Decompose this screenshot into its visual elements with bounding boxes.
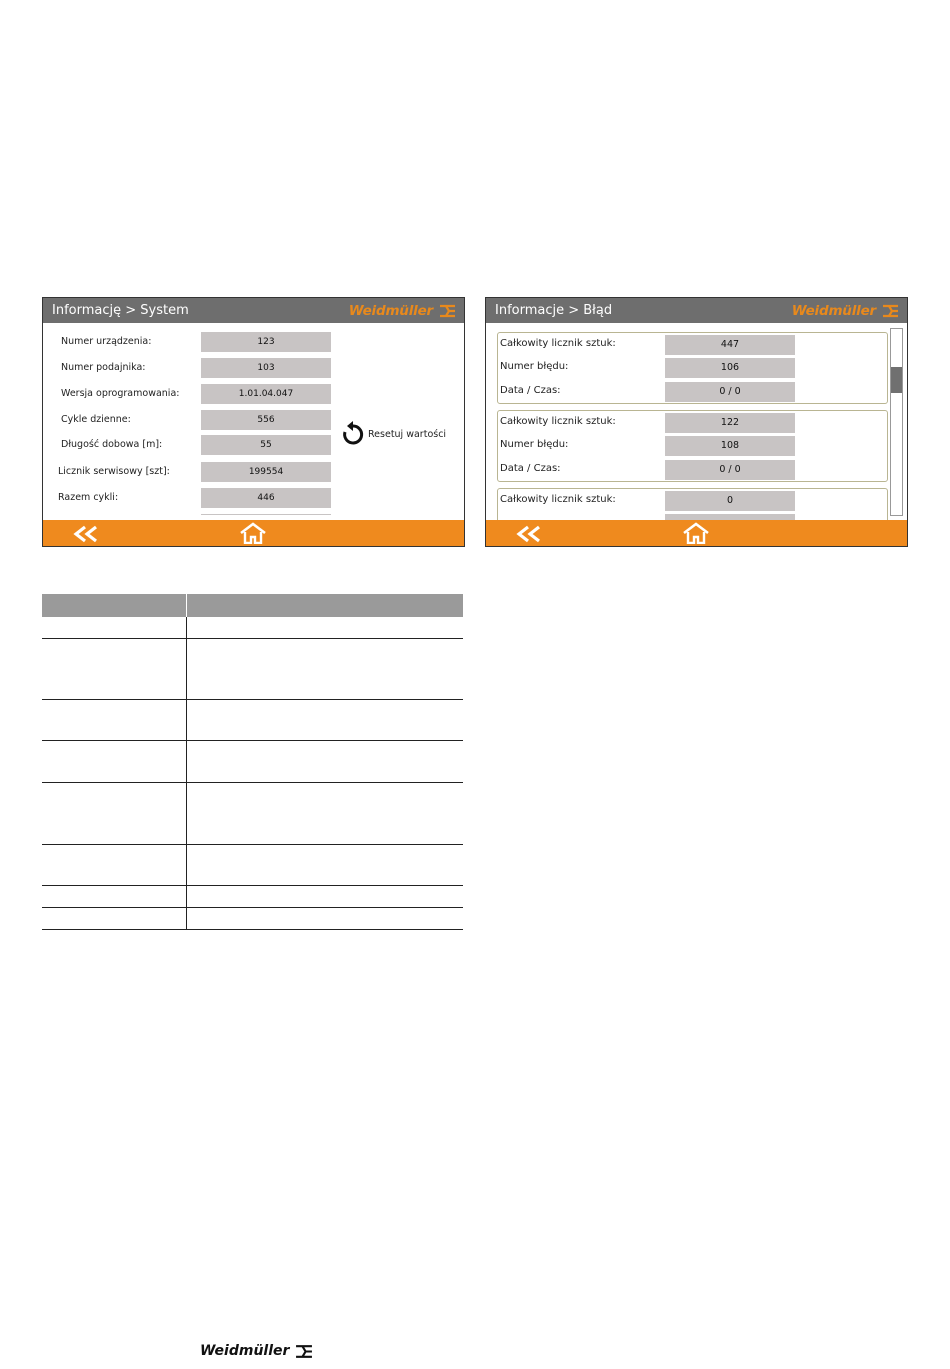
title-bar — [486, 298, 907, 323]
total-pieces-label: Całkowity licznik sztuk: — [500, 494, 616, 505]
table-row — [42, 617, 463, 639]
system-info-screen — [42, 297, 465, 547]
screen-title: Informację > System — [52, 303, 189, 318]
scrollbar[interactable] — [890, 328, 903, 516]
table-row — [42, 639, 463, 700]
field-value: 1.01.04.047 — [201, 384, 331, 404]
datetime-value: 0 / 0 — [665, 382, 795, 402]
title-bar — [43, 298, 464, 323]
table-header — [42, 594, 463, 617]
field-value: 103 — [201, 358, 331, 378]
field-label: Wersja oprogramowania: — [61, 388, 180, 399]
weidmueller-logo-icon — [295, 1344, 313, 1359]
field-feeder-number — [43, 358, 343, 378]
field-software-version — [43, 384, 343, 404]
error-info-screen — [485, 297, 908, 547]
screen-title: Informacje > Błąd — [495, 303, 613, 318]
footer-bar — [43, 520, 464, 546]
brand-name: Weidmüller — [200, 1343, 290, 1359]
table-row — [42, 700, 463, 741]
brand-name: Weidmüller — [791, 302, 876, 319]
error-entry-1 — [497, 332, 888, 404]
error-number-value: 108 — [665, 436, 795, 456]
field-daily-length — [43, 435, 343, 455]
error-number-label: Numer błędu: — [500, 361, 569, 372]
table-row — [42, 741, 463, 783]
weidmueller-logo-icon — [882, 304, 899, 318]
field-label: Razem cykli: — [58, 492, 119, 503]
scrollbar-thumb[interactable] — [891, 367, 902, 393]
brand-logo — [792, 302, 899, 320]
error-number-label: Numer błędu: — [500, 439, 569, 450]
datetime-label: Data / Czas: — [500, 385, 561, 396]
field-daily-cycles — [43, 410, 343, 430]
field-device-number — [43, 332, 343, 352]
double-chevron-left-icon[interactable] — [514, 525, 546, 543]
field-label: Numer urządzenia: — [61, 336, 152, 347]
field-value: 556 — [201, 410, 331, 430]
home-icon[interactable] — [239, 522, 267, 544]
total-pieces-value: 447 — [665, 335, 795, 355]
error-number-value: 106 — [665, 358, 795, 378]
table-row — [42, 908, 463, 930]
field-value: 446 — [201, 488, 331, 508]
page-footer-logo — [200, 1343, 313, 1359]
field-label: Numer podajnika: — [61, 362, 146, 373]
field-service-counter — [43, 462, 343, 482]
weidmueller-logo-icon — [439, 304, 456, 318]
home-icon[interactable] — [682, 522, 710, 544]
field-value: 123 — [201, 332, 331, 352]
field-total-cycles — [43, 488, 343, 508]
datetime-value: 0 / 0 — [665, 460, 795, 480]
datetime-label: Data / Czas: — [500, 463, 561, 474]
field-cut-off — [201, 514, 331, 518]
field-label: Cykle dzienne: — [61, 414, 131, 425]
brand-logo — [349, 302, 456, 320]
brand-name: Weidmüller — [348, 302, 433, 319]
reset-values-button[interactable] — [340, 421, 446, 447]
field-label: Długość dobowa [m]: — [61, 439, 163, 450]
total-pieces-label: Całkowity licznik sztuk: — [500, 416, 616, 427]
footer-bar — [486, 520, 907, 546]
field-label: Licznik serwisowy [szt]: — [58, 466, 170, 477]
total-pieces-value: 122 — [665, 413, 795, 433]
reset-icon — [340, 421, 366, 447]
description-table — [42, 594, 463, 930]
field-value: 55 — [201, 435, 331, 455]
error-entry-2 — [497, 410, 888, 482]
double-chevron-left-icon[interactable] — [71, 525, 103, 543]
table-row — [42, 845, 463, 886]
table-row — [42, 886, 463, 908]
total-pieces-value: 0 — [665, 491, 795, 511]
total-pieces-label: Całkowity licznik sztuk: — [500, 338, 616, 349]
table-row — [42, 783, 463, 845]
reset-label: Resetuj wartości — [368, 428, 447, 440]
field-value: 199554 — [201, 462, 331, 482]
